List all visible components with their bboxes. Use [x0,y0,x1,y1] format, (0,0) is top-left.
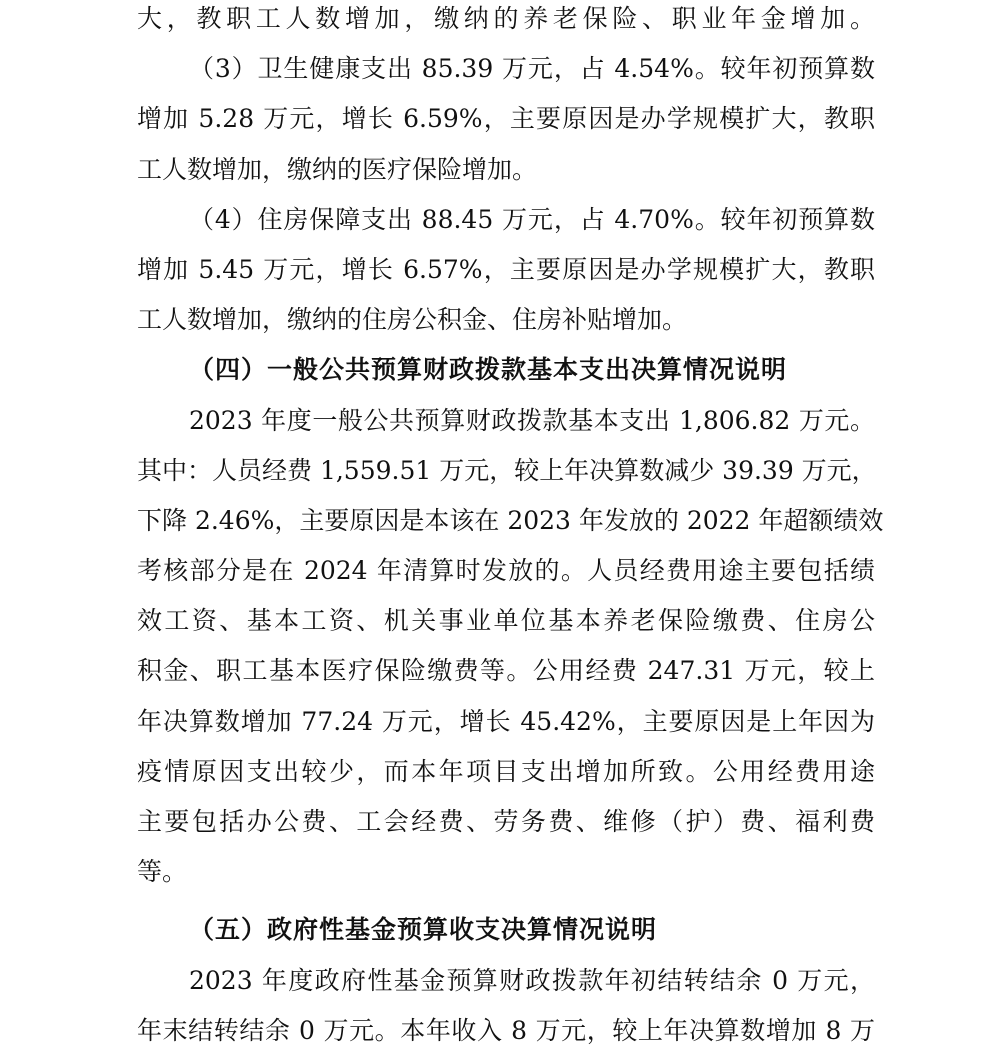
paragraph-line: 主要包括办公费、工会经费、劳务费、维修（护）费、福利费 [137,807,875,836]
paragraph-line: 工人数增加，缴纳的医疗保险增加。 [137,154,538,184]
section-heading-4: （四）一般公共预算财政拨款基本支出决算情况说明 [189,355,788,385]
paragraph-line: 年决算数增加 77.24 万元，增长 45.42%，主要原因是上年因为 [137,706,875,736]
paragraph-line: 增加 5.28 万元，增长 6.59%，主要原因是办学规模扩大，教职 [137,104,875,134]
paragraph-line: 积金、职工基本医疗保险缴费等。公用经费 247.31 万元，较上 [137,656,875,686]
paragraph-line: 2023 年度政府性基金预算财政拨款年初结转结余 0 万元， [189,965,875,995]
paragraph-line: 工人数增加，缴纳的住房公积金、住房补贴增加。 [137,305,688,335]
paragraph-line: 考核部分是在 2024 年清算时发放的。人员经费用途主要包括绩 [137,556,875,586]
paragraph-line: 2023 年度一般公共预算财政拨款基本支出 1,806.82 万元。 [189,405,875,435]
paragraph-line: 其中：人员经费 1,559.51 万元，较上年决算数减少 39.39 万元， [137,455,877,485]
paragraph-line: 效工资、基本工资、机关事业单位基本养老保险缴费、住房公 [137,606,875,636]
paragraph-line: 增加 5.45 万元，增长 6.57%，主要原因是办学规模扩大，教职 [137,254,875,284]
document-page [137,0,884,1056]
paragraph-line: 疫情原因支出较少，而本年项目支出增加所致。公用经费用途 [137,756,875,786]
paragraph-line: （3）卫生健康支出 85.39 万元，占 4.54%。较年初预算数 [189,54,875,84]
paragraph-line: 大，教职工人数增加，缴纳的养老保险、职业年金增加。 [137,4,875,33]
section-heading-5: （五）政府性基金预算收支决算情况说明 [189,915,658,945]
paragraph-line: 下降 2.46%，主要原因是本该在 2023 年发放的 2022 年超额绩效 [137,505,884,535]
paragraph-line: 等。 [137,857,188,887]
paragraph-line: （4）住房保障支出 88.45 万元，占 4.70%。较年初预算数 [189,204,875,234]
paragraph-line: 年末结转结余 0 万元。本年收入 8 万元，较上年决算数增加 8 万 [137,1015,875,1045]
paragraph-gap [137,897,875,905]
